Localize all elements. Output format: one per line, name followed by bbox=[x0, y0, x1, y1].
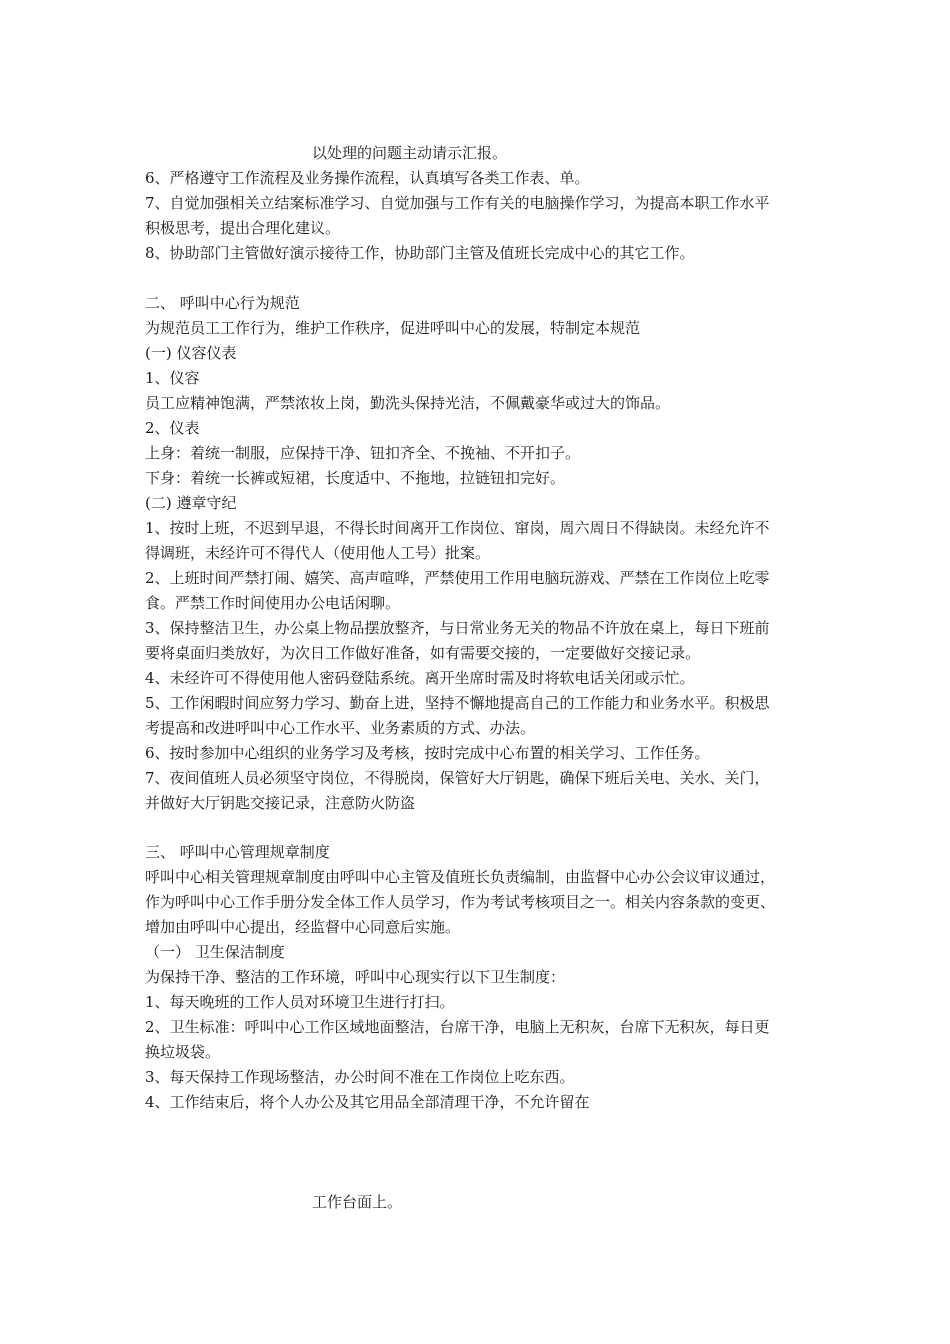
subsection-heading: (二) 遵章守纪 bbox=[145, 494, 237, 512]
text-line: 员工应精神饱满，严禁浓妆上岗，勤洗头保持光洁，不佩戴豪华或过大的饰品。 bbox=[145, 394, 671, 412]
text-line: 得调班，未经许可不得代人（使用他人工号）批案。 bbox=[145, 544, 491, 562]
text-line: 换垃圾袋。 bbox=[145, 1043, 221, 1061]
text-line: 增加由呼叫中心提出，经监督中心同意后实施。 bbox=[145, 918, 461, 936]
subsection-heading: （一） 卫生保洁制度 bbox=[145, 943, 285, 961]
text-line: 4、工作结束后，将个人办公及其它用品全部清理干净，不允许留在 bbox=[145, 1093, 590, 1111]
text-line: 7、自觉加强相关立结案标准学习、自觉加强与工作有关的电脑操作学习，为提高本职工作水平 bbox=[145, 194, 770, 212]
text-line: 并做好大厅钥匙交接记录，注意防火防盗 bbox=[145, 794, 416, 812]
text-line: 下身：着统一长裤或短裙，长度适中、不拖地，拉链钮扣完好。 bbox=[145, 469, 566, 487]
text-line: 为保持干净、整洁的工作环境，呼叫中心现实行以下卫生制度： bbox=[145, 968, 566, 986]
section-heading: 二、 呼叫中心行为规范 bbox=[145, 294, 300, 312]
text-line: 2、卫生标准：呼叫中心工作区域地面整洁，台席干净，电脑上无积灰，台席下无积灰，每日更 bbox=[145, 1018, 770, 1036]
text-line: 1、按时上班，不迟到早退，不得长时间离开工作岗位、窜岗，周六周日不得缺岗。未经允许不 bbox=[145, 519, 770, 537]
text-line: 工作台面上。 bbox=[312, 1193, 403, 1211]
text-line: 上身：着统一制服，应保持干净、钮扣齐全、不挽袖、不开扣子。 bbox=[145, 444, 581, 462]
text-line: 作为呼叫中心工作手册分发全体工作人员学习，作为考试考核项目之一。相关内容条款的变更、 bbox=[145, 893, 776, 911]
text-line: 6、按时参加中心组织的业务学习及考核，按时完成中心布置的相关学习、工作任务。 bbox=[145, 744, 710, 762]
text-line: 5、工作闲暇时间应努力学习、勤奋上进，坚持不懈地提高自己的工作能力和业务水平。积极思 bbox=[145, 694, 770, 712]
text-line: 3、保持整洁卫生，办公桌上物品摆放整齐，与日常业务无关的物品不许放在桌上，每日下班前 bbox=[145, 619, 770, 637]
text-line: 积极思考，提出合理化建议。 bbox=[145, 219, 341, 237]
text-line: 1、仪容 bbox=[145, 369, 200, 387]
text-line: 以处理的问题主动请示汇报。 bbox=[312, 144, 508, 162]
text-line: 8、协助部门主管做好演示接待工作，协助部门主管及值班长完成中心的其它工作。 bbox=[145, 244, 695, 262]
text-line: 要将桌面归类放好，为次日工作做好准备，如有需要交接的，一定要做好交接记录。 bbox=[145, 644, 701, 662]
text-line: 呼叫中心相关管理规章制度由呼叫中心主管及值班长负责编制，由监督中心办公会议审议通过， bbox=[145, 868, 776, 886]
text-line: 考提高和改进呼叫中心工作水平、业务素质的方式、办法。 bbox=[145, 719, 536, 737]
subsection-heading: (一) 仪容仪表 bbox=[145, 344, 237, 362]
text-line: 4、未经许可不得使用他人密码登陆系统。离开坐席时需及时将软电话关闭或示忙。 bbox=[145, 669, 695, 687]
text-line: 1、每天晚班的工作人员对环境卫生进行打扫。 bbox=[145, 993, 455, 1011]
text-line: 食。严禁工作时间使用办公电话闲聊。 bbox=[145, 594, 401, 612]
text-line: 为规范员工工作行为，维护工作秩序，促进呼叫中心的发展，特制定本规范 bbox=[145, 319, 641, 337]
text-line: 7、夜间值班人员必须坚守岗位，不得脱岗，保管好大厅钥匙，确保下班后关电、关水、关门， bbox=[145, 769, 770, 787]
text-line: 3、每天保持工作现场整洁，办公时间不准在工作岗位上吃东西。 bbox=[145, 1068, 575, 1086]
section-heading: 三、 呼叫中心管理规章制度 bbox=[145, 843, 330, 861]
text-line: 2、上班时间严禁打闹、嬉笑、高声喧哗，严禁使用工作用电脑玩游戏、严禁在工作岗位上吃零 bbox=[145, 569, 770, 587]
text-line: 2、仪表 bbox=[145, 419, 200, 437]
text-line: 6、严格遵守工作流程及业务操作流程，认真填写各类工作表、单。 bbox=[145, 169, 590, 187]
